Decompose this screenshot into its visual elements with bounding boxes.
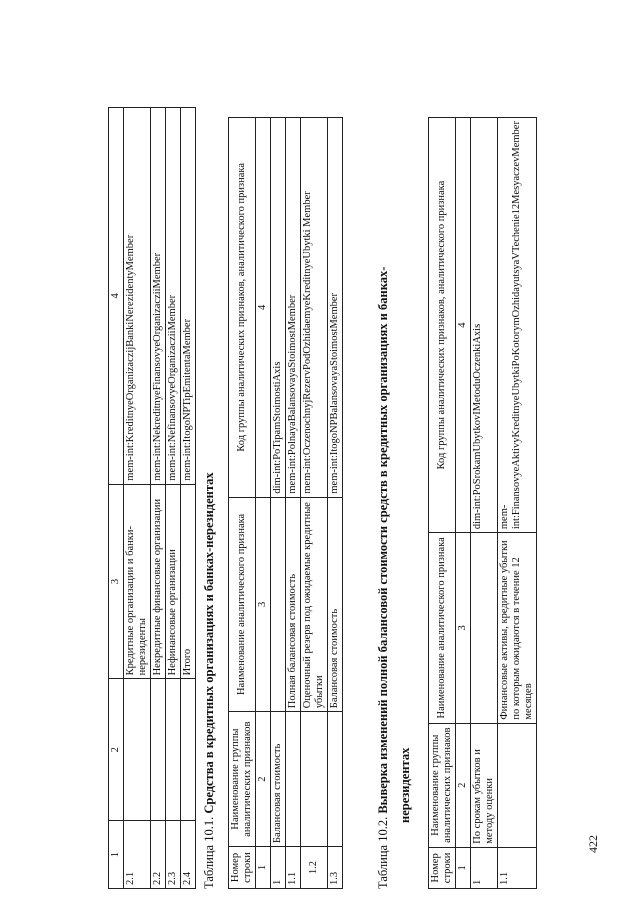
table-header-numbers (456, 118, 471, 889)
header-group-name: Наименование группы аналитических признаков (229, 712, 256, 847)
attribute-code: mem-int:KreditnyeOrganizaczijBankiNerezidentyMember (124, 108, 151, 485)
table-row (151, 108, 166, 889)
col-num-2: 2 (256, 712, 271, 847)
col-num-4: 4 (109, 108, 124, 485)
group-name (498, 723, 537, 847)
col-num-2: 2 (109, 679, 124, 821)
attribute-code: mem-int:NefinansovyeOrganizacziiMember (166, 108, 181, 485)
header-group-name: Наименование группы аналитических признаков (429, 723, 456, 847)
table-10-2 (428, 117, 537, 889)
attribute-code: mem-int:PolnayaBalansovayaStoimostMember (286, 118, 301, 498)
group-name (286, 712, 301, 847)
row-number: 1 (471, 847, 498, 888)
attribute-code: mem-int:ItogoNPTipEmitentaMember (181, 108, 196, 485)
attribute-name (271, 497, 286, 712)
table-row (328, 118, 343, 889)
header-row-number: Номер строки (229, 847, 256, 889)
caption-prefix: Таблица 10.2. (376, 816, 390, 889)
col-num-3: 3 (256, 497, 271, 712)
header-code: Код группы аналитических признаков, аналитического признака (229, 118, 256, 498)
table-group-row (471, 118, 498, 889)
attribute-code: mem-int:FinansovyeAktivyKreditnyeUbytkiPoKotorymOzhidayutsyaVTechenie12MesyaczevMember (498, 118, 537, 533)
table-10-1-caption (202, 472, 217, 889)
caption-title: Выверка изменений полной балансовой стоимости средств в кредитных организациях и банках- (376, 266, 390, 814)
table-header (229, 118, 256, 889)
table-row (301, 118, 328, 889)
group-name: Балансовая стоимость (271, 712, 286, 847)
table-header-numbers (109, 108, 124, 889)
table-row (124, 108, 151, 889)
group-code: dim-int:PoSrokamUbytkovIMetoduOczenkiAxis (471, 118, 498, 533)
group-name (181, 679, 196, 821)
col-num-2: 2 (456, 723, 471, 847)
col-num-4: 4 (256, 118, 271, 498)
table-row (181, 108, 196, 889)
attribute-code: mem-int:ItogoNPBalansovayaStoimostMember (328, 118, 343, 498)
attribute-code: mem-int:OczenochnyjRezervPodOzhidaemyeKreditnyeUbytki Member (301, 118, 328, 498)
attribute-name: Некредитные финансовые организации (151, 484, 166, 679)
col-num-3: 3 (109, 484, 124, 679)
attribute-name: Полная балансовая стоимость (286, 497, 301, 712)
table-group-row (271, 118, 286, 889)
header-attribute-name: Наименование аналитического признака (429, 533, 456, 724)
row-number: 1.1 (286, 847, 301, 889)
group-code: dim-int:PoTipamStoimostiAxis (271, 118, 286, 498)
row-number: 2.1 (124, 821, 151, 889)
col-num-1: 1 (456, 847, 471, 888)
group-name: По срокам убытков и методу оценки (471, 723, 498, 847)
group-name (166, 679, 181, 821)
attribute-name: Нефинансовые организации (166, 484, 181, 679)
page-number: 422 (586, 835, 600, 853)
caption-prefix: Таблица 10.1. (202, 816, 216, 889)
table-row (286, 118, 301, 889)
caption-title: Средства в кредитных организациях и банках-нерезидентах (202, 472, 216, 814)
header-attribute-name: Наименование аналитического признака (229, 497, 256, 712)
table-10-2-caption (376, 267, 391, 889)
table-10-1 (228, 117, 343, 889)
attribute-name: Финансовые активы, кредитные убытки по которым ожидаются в течение 12 месяцев (498, 533, 537, 724)
table-10-2-caption-line2: нерезидентах (398, 747, 412, 823)
col-num-1: 1 (256, 847, 271, 889)
group-name (124, 679, 151, 821)
attribute-name (471, 533, 498, 724)
attribute-code: mem-int:NekreditnyeFinansovyeOrganizacziiMember (151, 108, 166, 485)
row-number: 2.3 (166, 821, 181, 889)
attribute-name: Балансовая стоимость (328, 497, 343, 712)
col-num-4: 4 (456, 118, 471, 533)
row-number: 1.1 (498, 847, 537, 888)
table-continuation (108, 107, 196, 889)
col-num-3: 3 (456, 533, 471, 724)
table-header-numbers (256, 118, 271, 889)
row-number: 1 (271, 847, 286, 889)
row-number: 1.3 (328, 847, 343, 889)
row-number: 2.4 (181, 821, 196, 889)
table-row (498, 118, 537, 889)
header-row-number: Номер строки (429, 847, 456, 888)
group-name (301, 712, 328, 847)
row-number: 2.2 (151, 821, 166, 889)
group-name (151, 679, 166, 821)
table-header (429, 118, 456, 889)
row-number: 1.2 (301, 847, 328, 889)
attribute-name: Итого (181, 484, 196, 679)
table-row (166, 108, 181, 889)
col-num-1: 1 (109, 821, 124, 889)
group-name (328, 712, 343, 847)
attribute-name: Оценочный резерв под ожидаемые кредитные убытки (301, 497, 328, 712)
attribute-name: Кредитные организации и банки-нерезиденты (124, 484, 151, 679)
header-code: Код группы аналитических признаков, аналитического признака (429, 118, 456, 533)
